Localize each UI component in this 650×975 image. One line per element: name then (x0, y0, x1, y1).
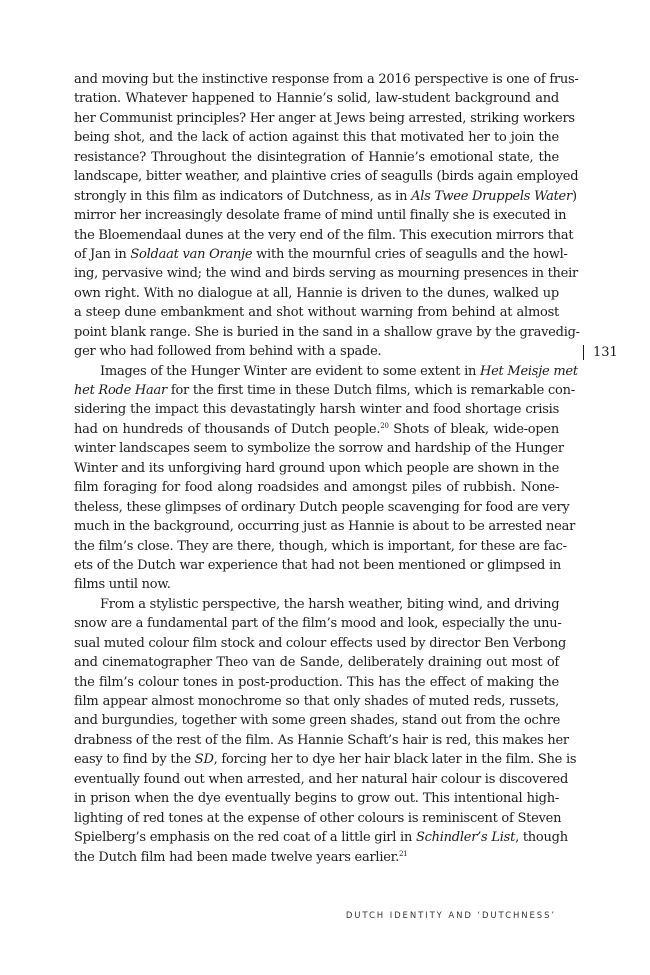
text-run: and burgundies, together with some green shades, stand out from the ochre (74, 713, 561, 729)
text-line (74, 245, 568, 264)
text-run: Shots of bleak, wide-open (388, 421, 560, 437)
text-line (74, 848, 559, 867)
text-run: lighting of red tones at the expense of other colours is reminiscent of Steven (74, 810, 562, 826)
text-run: Winter and its unforgiving hard ground upon which people are shown in the (74, 460, 560, 476)
text-run: drabness of the rest of the film. As Hannie Schaft’s hair is red, this makes her (74, 732, 569, 748)
text-line (74, 109, 575, 128)
text-line (74, 750, 577, 769)
text-run: sual muted colour film stock and colour effects used by director Ben Verbong (74, 635, 567, 651)
text-run: own right. With no dialogue at all, Hannie is driven to the dunes, walked up (74, 285, 559, 301)
text-run: ger who had followed from behind with a spade. (74, 344, 382, 360)
text-line (74, 498, 570, 517)
text-run: , forcing her to dye her hair black later in the film. She is (213, 752, 577, 768)
text-run: a steep dune embankment and shot without warning from behind at almost (74, 305, 559, 321)
italic-title: SD (194, 752, 214, 768)
text-run: films until now. (74, 577, 171, 593)
text-line (74, 342, 559, 361)
body-text (74, 70, 580, 867)
text-line (74, 187, 577, 206)
text-run: much in the background, occurring just as Hannie is about to be arrested near (74, 519, 576, 535)
text-run: had on hundreds of thousands of Dutch people. (74, 421, 381, 437)
text-line (74, 89, 559, 108)
page-number-rule (583, 345, 584, 360)
text-line (74, 381, 575, 400)
text-run: the Dutch film had been made twelve years earlier. (74, 849, 400, 865)
text-run: ing, pervasive wind; the wind and birds serving as mourning presences in their (74, 266, 578, 282)
text-line (74, 711, 559, 730)
text-run: winter landscapes seem to symbolize the sorrow and hardship of the Hunger (74, 441, 564, 457)
text-run: tration. Whatever happened to Hannie’s solid, law-student background and (74, 91, 559, 107)
text-run: being shot, and the lack of action against this that motivated her to join the (74, 130, 559, 146)
paragraph (74, 595, 577, 867)
italic-title: Als Twee Druppels Water (411, 188, 572, 204)
text-line (74, 206, 567, 225)
text-line (74, 634, 567, 653)
text-line (74, 362, 578, 381)
text-line (74, 264, 578, 283)
text-run: ) (571, 188, 577, 204)
text-run: with the mournful cries of seagulls and the howl- (252, 246, 568, 262)
text-run: Spielberg’s emphasis on the red coat of a little girl in (74, 830, 416, 846)
italic-title: Schindler’s List (415, 830, 516, 846)
text-run: film foraging for food along roadsides and amongst piles of rubbish. None- (74, 480, 559, 496)
text-line (74, 478, 559, 497)
text-run: easy to find by the (74, 752, 195, 768)
text-run: theless, these glimpses of ordinary Dutch people scavenging for food are very (74, 499, 570, 515)
text-run: and cinematographer Theo van de Sande, deliberately draining out most of (74, 655, 559, 671)
text-line (74, 128, 559, 147)
text-line (74, 575, 559, 594)
text-run: and moving but the instinctive response from a 2016 perspective is one of frus- (74, 72, 579, 87)
footnote-ref: 21 (399, 849, 408, 858)
text-run: strongly in this film as indicators of Dutchness, as in (74, 188, 412, 204)
text-run: her Communist principles? Her anger at Jews being arrested, striking workers (74, 110, 575, 126)
text-line (74, 537, 567, 556)
italic-title: Het Meisje met (480, 363, 578, 379)
text-run: From a stylistic perspective, the harsh weather, biting wind, and driving (100, 596, 560, 612)
text-line (74, 517, 576, 536)
text-run: the Bloemendaal dunes at the very end of the film. This execution mirrors that (74, 227, 574, 243)
text-line (74, 692, 559, 711)
text-line (74, 284, 559, 303)
text-line (74, 556, 562, 575)
footnote-ref: 20 (380, 421, 389, 430)
text-run: point blank range. She is buried in the sand in a shallow grave by the gravedig- (74, 324, 580, 340)
text-run: , though (515, 830, 568, 846)
text-run: sidering the impact this devastatingly harsh winter and food shortage crisis (74, 402, 559, 418)
italic-title: Soldaat van Oranje (130, 246, 253, 262)
text-run: eventually found out when arrested, and her natural hair colour is discovered (74, 771, 569, 787)
text-line (74, 673, 559, 692)
text-run: landscape, bitter weather, and plaintive cries of seagulls (birds again employed (74, 169, 579, 185)
page-number: 131 (593, 345, 618, 360)
text-line (74, 653, 559, 672)
text-line (74, 595, 559, 614)
text-run: snow are a fundamental part of the film’s mood and look, especially the unu- (74, 616, 562, 632)
text-line (74, 70, 579, 89)
text-line (74, 303, 559, 322)
text-line (74, 439, 564, 458)
text-line (74, 770, 569, 789)
paragraph (74, 362, 578, 595)
text-run: the film’s close. They are there, though, which is important, for these are fac- (74, 538, 567, 554)
paragraph (74, 70, 580, 362)
text-run: in prison when the dye eventually begins to grow out. This intentional high- (74, 791, 559, 807)
text-line (74, 614, 562, 633)
text-line (74, 789, 559, 808)
text-line (74, 167, 579, 186)
running-footer: DUTCH IDENTITY AND ‘DUTCHNESS’ (345, 911, 556, 921)
text-line (74, 226, 574, 245)
text-run: film appear almost monochrome so that only shades of muted reds, russets, (74, 694, 559, 709)
text-run: ets of the Dutch war experience that had not been mentioned or glimpsed in (74, 557, 562, 573)
text-line (74, 731, 569, 750)
text-line (74, 459, 559, 478)
text-run: Images of the Hunger Winter are evident to some extent in (100, 363, 480, 379)
text-line (74, 809, 562, 828)
text-run: mirror her increasingly desolate frame of mind until finally she is executed in (74, 208, 567, 224)
text-run: the film’s colour tones in post-production. This has the effect of making the (74, 674, 559, 690)
text-line (74, 323, 580, 342)
text-line (74, 420, 559, 439)
text-line (74, 400, 559, 419)
italic-title: het Rode Haar (74, 383, 167, 398)
text-run: for the first time in these Dutch films, which is remarkable con- (167, 383, 575, 398)
text-run: resistance? Throughout the disintegration of Hannie’s emotional state, the (74, 149, 559, 165)
text-line (74, 828, 568, 847)
text-line (74, 148, 559, 167)
text-run: of Jan in (74, 246, 131, 262)
